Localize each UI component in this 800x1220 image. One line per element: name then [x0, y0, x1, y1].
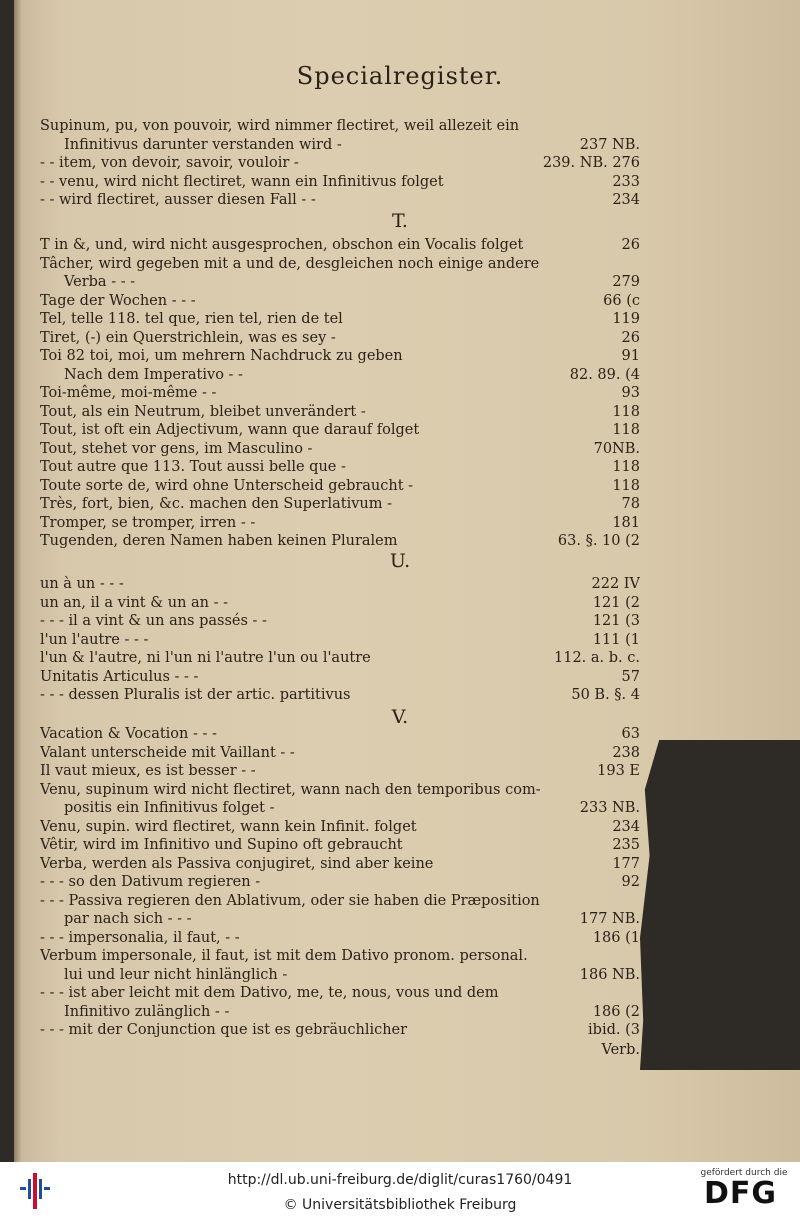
register-entry: Tout, als ein Neutrum, bleibet unverändert - 118: [40, 404, 640, 420]
catchword: Verb.: [601, 1042, 640, 1058]
register-entry: - - - ist aber leicht mit dem Dativo, me, te, nous, vous und dem: [40, 985, 499, 1001]
copyright-notice: © Universitätsbibliothek Freiburg: [283, 1197, 517, 1213]
register-entry: Tromper, se tromper, irren - - 181: [40, 515, 640, 531]
register-entry: - - - il a vint & un ans passés - - 121 (3: [40, 613, 640, 629]
register-entry: - - - impersonalia, il faut, - - 186 (1: [40, 930, 640, 946]
register-entry: Tout, ist oft ein Adjectivum, wann que darauf folget 118: [40, 422, 640, 438]
register-entry: Venu, supinum wird nicht flectiret, wann nach den temporibus com-: [40, 782, 541, 798]
running-head: Specialregister.: [296, 62, 504, 90]
register-entry: Toi 82 toi, moi, um mehrern Nachdruck zu geben 91: [40, 348, 640, 364]
register-entry: Très, fort, bien, &c. machen den Superlativum - 78: [40, 496, 640, 512]
section-letter-v: V.: [391, 706, 409, 728]
section-letter-u: U.: [389, 550, 411, 572]
register-entry: l'un l'autre - - - 111 (1: [40, 632, 640, 648]
register-entry: un an, il a vint & un an - - 121 (2: [40, 595, 640, 611]
torn-page-corner: [640, 740, 800, 1070]
register-entry: Toute sorte de, wird ohne Unterscheid gebraucht - 118: [40, 478, 640, 494]
register-entry: Il vaut mieux, es ist besser - - 193 E: [40, 763, 640, 779]
source-url-link[interactable]: http://dl.ub.uni-freiburg.de/diglit/curas1760/0491: [227, 1172, 573, 1188]
register-entry: Tout, stehet vor gens, im Masculino - 70NB.: [40, 441, 640, 457]
register-entry: Unitatis Articulus - - - 57: [40, 669, 640, 685]
register-entry: Nach dem Imperativo - - 82. 89. (4: [64, 367, 640, 383]
register-entry: Verbum impersonale, il faut, ist mit dem Dativo pronom. personal.: [40, 948, 528, 964]
register-entry: Tel, telle 118. tel que, rien tel, rien de tel 119: [40, 311, 640, 327]
dfg-caption: gefördert durch die: [700, 1168, 788, 1178]
register-entry: Verba, werden als Passiva conjugiret, sind aber keine 177: [40, 856, 640, 872]
register-entry: par nach sich - - - 177 NB.: [64, 911, 640, 927]
register-entry: lui und leur nicht hinlänglich - 186 NB.: [64, 967, 640, 983]
register-entry: - - - mit der Conjunction que ist es gebräuchlicher ibid. (3: [40, 1022, 640, 1038]
register-entry: Tugenden, deren Namen haben keinen Pluralem 63. §. 10 (2: [40, 533, 640, 549]
register-entry: Infinitivo zulänglich - - 186 (2: [64, 1004, 640, 1020]
register-entry: Tage der Wochen - - - 66 (c: [40, 293, 640, 309]
catchword-line: [40, 1040, 640, 1060]
register-entry: Supinum, pu, von pouvoir, wird nimmer flectiret, weil allezeit ein: [40, 118, 520, 134]
register-entry: T in &, und, wird nicht ausgesprochen, obschon ein Vocalis folget 26: [40, 237, 640, 253]
register-entry: Venu, supin. wird flectiret, wann kein Infinit. folget 234: [40, 819, 640, 835]
register-entry: un à un - - - 222 IV: [40, 576, 640, 592]
register-entry: - - venu, wird nicht flectiret, wann ein Infinitivus folget 233: [40, 174, 640, 190]
register-entry: positis ein Infinitivus folget - 233 NB.: [64, 800, 640, 816]
register-entry: Tiret, (-) ein Querstrichlein, was es sey - 26: [40, 330, 640, 346]
register-entry: Vacation & Vocation - - - 63: [40, 726, 640, 742]
register-entry: Infinitivus darunter verstanden wird - 237 NB.: [64, 137, 640, 153]
register-entry: Toi-même, moi-même - - 93: [40, 385, 640, 401]
register-entry: Tout autre que 113. Tout aussi belle que - 118: [40, 459, 640, 475]
dfg-logo: DFG: [704, 1176, 778, 1211]
page-gutter-shadow: [14, 0, 22, 1162]
register-entry: Valant unterscheide mit Vaillant - - 238: [40, 745, 640, 761]
register-entry: - - - dessen Pluralis ist der artic. partitivus 50 B. §. 4: [40, 687, 640, 703]
register-entry: Vêtir, wird im Infinitivo und Supino oft gebraucht 235: [40, 837, 640, 853]
register-entry: - - wird flectiret, ausser diesen Fall - - 234: [40, 192, 640, 208]
register-entry: - - - so den Dativum regieren - 92: [40, 874, 640, 890]
register-entry: - - - Passiva regieren den Ablativum, oder sie haben die Præposition: [40, 893, 540, 909]
section-letter-t: T.: [392, 210, 408, 232]
register-entry: - - item, von devoir, savoir, vouloir - 239. NB. 276: [40, 155, 640, 171]
register-entry: Tâcher, wird gegeben mit a und de, desgleichen noch einige andere: [40, 256, 540, 272]
register-entry: Verba - - - 279: [64, 274, 640, 290]
register-entry: l'un & l'autre, ni l'un ni l'autre l'un ou l'autre 112. a. b. c.: [40, 650, 640, 666]
